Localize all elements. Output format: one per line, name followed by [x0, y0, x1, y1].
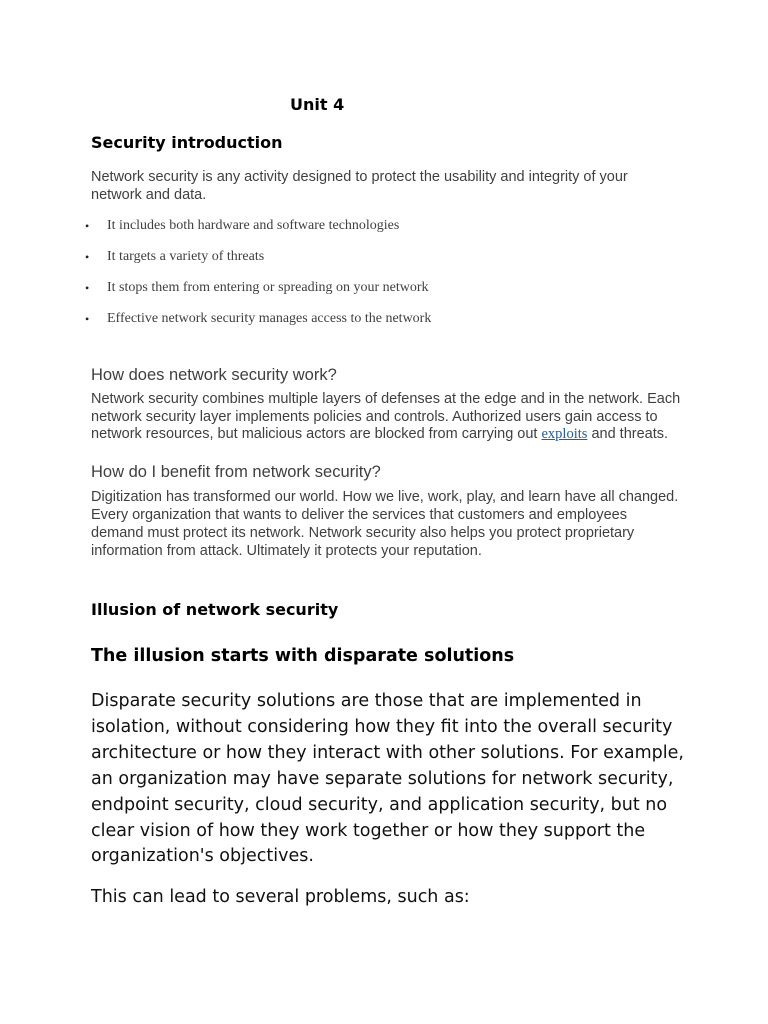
how-benefit-paragraph: Digitization has transformed our world. How we live, work, play, and learn have all changed. Every organization that wants to deliver the services that customers and employees demand must protect its network. Network security also helps you protect proprietary information from attack. Ultimately it protects your reputation. — [91, 489, 679, 559]
list-item — [85, 247, 431, 278]
security-intro-bullet-list — [85, 216, 431, 340]
list-item — [85, 278, 431, 309]
how-work-heading: How does network security work? — [91, 366, 337, 384]
security-intro-heading: Security introduction — [91, 133, 283, 152]
bullet-icon: • — [85, 250, 90, 264]
how-work-text-end: and threats. — [587, 426, 669, 442]
how-work-text: Network security combines multiple layers of defenses at the edge and in the network. Each network security layer implements policies and controls. Authorized users gain access to network resources, but malicious actors are blocked from carrying out — [91, 391, 681, 442]
how-work-paragraph — [91, 391, 681, 444]
unit-title: Unit 4 — [290, 95, 345, 114]
list-item — [85, 216, 431, 247]
bullet-text: It stops them from entering or spreading on your network — [107, 280, 429, 295]
security-intro-paragraph: Network security is any activity designed to protect the usability and integrity of your network and data. — [91, 169, 628, 203]
how-benefit-heading: How do I benefit from network security? — [91, 463, 381, 481]
problems-intro-paragraph: This can lead to several problems, such as: — [91, 887, 470, 907]
bullet-text: Effective network security manages access to the network — [107, 311, 432, 326]
list-item — [85, 309, 431, 340]
bullet-icon: • — [85, 281, 90, 295]
illusion-heading: Illusion of network security — [91, 600, 339, 619]
bullet-text: It targets a variety of threats — [107, 249, 265, 264]
disparate-solutions-paragraph: Disparate security solutions are those that are implemented in isolation, without considering how they fit into the overall security architecture or how they interact with other solutions. For example, an organization may have separate solutions for network security, endpoint security, cloud security, and application security, but no clear vision of how they work together or how they support the organization's objectives. — [91, 691, 684, 867]
bullet-icon: • — [85, 312, 90, 326]
bullet-text: It includes both hardware and software technologies — [107, 218, 400, 233]
bullet-icon: • — [85, 219, 90, 233]
exploits-link[interactable]: exploits — [541, 426, 588, 442]
disparate-solutions-heading: The illusion starts with disparate solutions — [91, 646, 515, 666]
